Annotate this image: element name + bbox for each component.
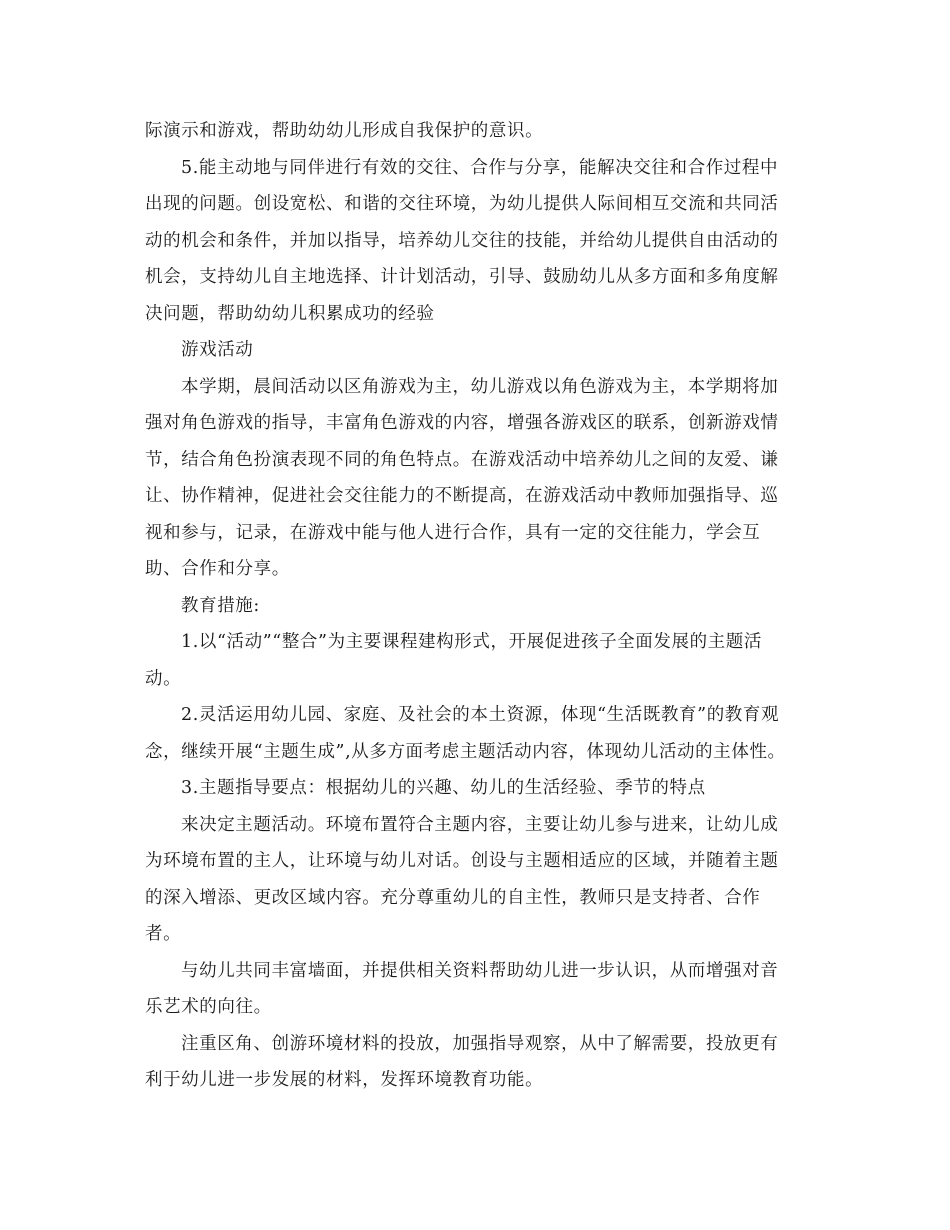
text-line: 乐艺术的向往。: [145, 997, 272, 1017]
text-line: 机会，支持幼儿自主地选择、计计划活动，引导、鼓励幼儿从多方面和多角度解: [145, 267, 779, 287]
text-line: 视和参与，记录，在游戏中能与他人进行合作，具有一定的交往能力，学会互: [145, 522, 761, 543]
document-body: [145, 113, 805, 1099]
text-line: 2.灵活运用幼儿园、家庭、及社会的本土资源，体现“生活既教育”的教育观: [181, 705, 780, 725]
text-line: 出现的问题。创设宽松、和谐的交往环境，为幼儿提供人际间相互交流和共同活: [145, 194, 779, 214]
text-line: 让、协作精神，促进社会交往能力的不断提高，在游戏活动中教师加强指导、巡: [145, 486, 779, 506]
text-line: 际演示和游戏，帮助幼幼儿形成自我保护的意识。: [145, 121, 544, 141]
text-line: 的深入增添、更改区域内容。充分尊重幼儿的自主性，教师只是支持者、合作: [145, 887, 761, 908]
text-line: 注重区角、创游环境材料的投放，加强指导观察，从中了解需要，投放更有: [181, 1033, 779, 1054]
text-line: 3.主题指导要点：根据幼儿的兴趣、幼儿的生活经验、季节的特点: [181, 778, 706, 798]
text-line: 1.以“活动”“整合”为主要课程建构形式，开展促进孩子全面发展的主题活: [181, 632, 762, 652]
text-line: 念，继续开展“主题生成”,从多方面考虑主题活动内容，体现幼儿活动的主体性。: [145, 741, 786, 762]
text-line: 本学期，晨间活动以区角游戏为主，幼儿游戏以角色游戏为主，本学期将加: [181, 376, 779, 397]
text-line: 利于幼儿进一步发展的材料，发挥环境教育功能。: [145, 1070, 544, 1090]
section-heading: 教育措施:: [181, 595, 260, 616]
text-line: 助、合作和分享。: [145, 559, 290, 579]
section-heading: 游戏活动: [181, 340, 254, 360]
text-line: 动。: [145, 668, 182, 689]
text-line: 节，结合角色扮演表现不同的角色特点。在游戏活动中培养幼儿之间的友爱、谦: [145, 449, 779, 470]
text-line: 决问题，帮助幼幼儿积累成功的经验: [145, 303, 435, 324]
text-line: 强对角色游戏的指导，丰富角色游戏的内容，增强各游戏区的联系，创新游戏情: [145, 413, 779, 433]
text-line: 与幼儿共同丰富墙面，并提供相关资料帮助幼儿进一步认识，从而增强对音: [181, 960, 779, 981]
text-line: 5.能主动地与同伴进行有效的交往、合作与分享，能解决交往和合作过程中: [181, 157, 779, 178]
text-line: 动的机会和条件，并加以指导，培养幼儿交往的技能，并给幼儿提供自由活动的: [145, 230, 779, 251]
text-line: 者。: [145, 924, 182, 944]
text-line: 为环境布置的主人，让环境与幼儿对话。创设与主题相适应的区域，并随着主题: [145, 851, 779, 871]
text-line: 来决定主题活动。环境布置符合主题内容，主要让幼儿参与进来，让幼儿成: [181, 814, 779, 835]
